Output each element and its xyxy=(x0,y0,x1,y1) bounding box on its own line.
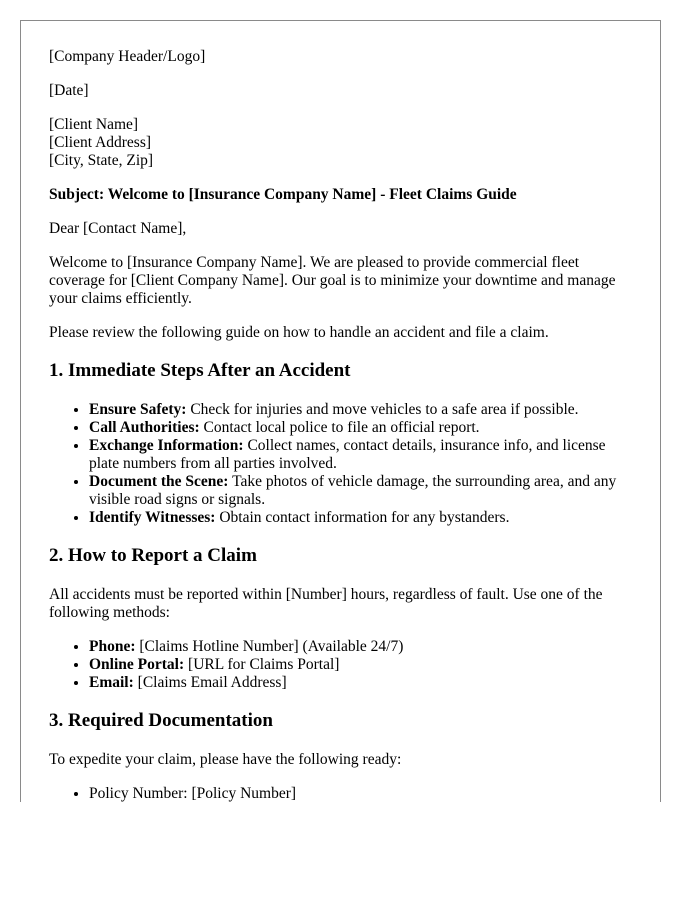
list-item xyxy=(89,401,633,419)
list-item xyxy=(89,419,633,437)
item-label: Phone: xyxy=(89,638,136,655)
item-text: Contact local police to file an official report. xyxy=(199,419,480,436)
item-label: Online Portal: xyxy=(89,656,185,673)
letter-date: [Date] xyxy=(49,82,89,99)
required-docs-intro: To expedite your claim, please have the following ready: xyxy=(49,751,402,768)
section-heading-immediate-steps: 1. Immediate Steps After an Accident xyxy=(49,360,351,381)
salutation: Dear [Contact Name], xyxy=(49,220,187,237)
client-address-block xyxy=(49,116,633,170)
item-text: Check for injuries and move vehicles to a safe area if possible. xyxy=(186,401,579,418)
item-label: Email: xyxy=(89,674,134,691)
list-item xyxy=(89,674,633,692)
report-methods-list xyxy=(49,638,633,692)
item-text: Policy Number: [Policy Number] xyxy=(89,785,297,802)
item-text: [Claims Email Address] xyxy=(133,674,287,691)
company-header-logo: [Company Header/Logo] xyxy=(49,48,206,65)
subject-line: Subject: Welcome to [Insurance Company Name] - Fleet Claims Guide xyxy=(49,186,517,203)
list-item xyxy=(89,509,633,527)
item-label: Exchange Information: xyxy=(89,437,244,454)
client-name: [Client Name] xyxy=(49,116,139,133)
item-text: Take photos of vehicle damage, the surrounding area, and any visible road signs or signals. xyxy=(89,473,617,508)
list-item xyxy=(89,437,633,473)
intro-paragraph: Welcome to [Insurance Company Name]. We are pleased to provide commercial fleet coverage for [Client Company Name]. Our goal is to minimize your downtime and manage your claims efficiently. xyxy=(49,254,616,307)
client-address: [Client Address] xyxy=(49,134,152,151)
list-item xyxy=(89,785,633,802)
list-item xyxy=(89,473,633,509)
section-heading-required-documentation: 3. Required Documentation xyxy=(49,710,273,731)
immediate-steps-list xyxy=(49,401,633,527)
guide-intro-paragraph: Please review the following guide on how to handle an accident and file a claim. xyxy=(49,324,549,341)
item-text: Collect names, contact details, insurance info, and license plate numbers from all parties involved. xyxy=(89,437,606,472)
item-label: Call Authorities: xyxy=(89,419,200,436)
item-label: Document the Scene: xyxy=(89,473,229,490)
report-claim-intro: All accidents must be reported within [Number] hours, regardless of fault. Use one of the following methods: xyxy=(49,586,603,621)
list-item xyxy=(89,638,633,656)
list-item xyxy=(89,656,633,674)
letter-content xyxy=(49,48,633,802)
required-docs-list xyxy=(49,785,633,802)
item-label: Ensure Safety: xyxy=(89,401,187,418)
item-text: [URL for Claims Portal] xyxy=(184,656,340,673)
letter-page xyxy=(20,20,661,802)
section-heading-report-claim: 2. How to Report a Claim xyxy=(49,545,257,566)
client-city-state-zip: [City, State, Zip] xyxy=(49,152,154,169)
item-text: [Claims Hotline Number] (Available 24/7) xyxy=(135,638,404,655)
item-label: Identify Witnesses: xyxy=(89,509,216,526)
item-text: Obtain contact information for any bystanders. xyxy=(215,509,510,526)
